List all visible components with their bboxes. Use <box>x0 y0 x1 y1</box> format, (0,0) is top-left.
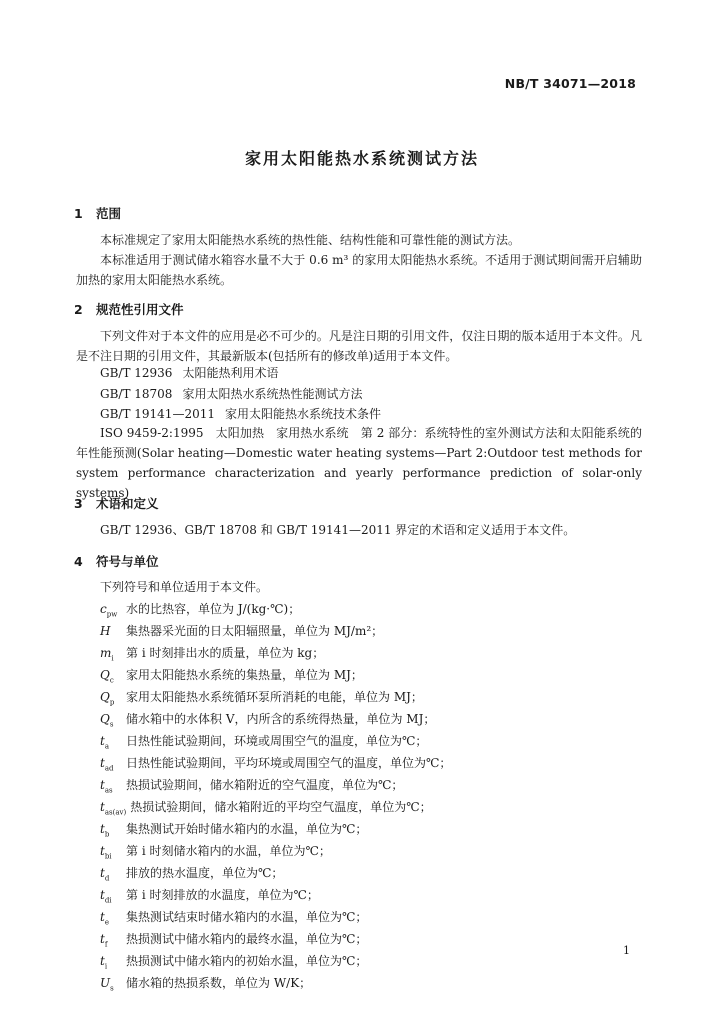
symbol-item <box>100 798 432 816</box>
symbol: $t_d$ <box>100 866 110 883</box>
symbol-description: 集热测试结束时储水箱内的水温，单位为℃； <box>126 910 368 924</box>
page-number: 1 <box>623 944 630 957</box>
section-4-intro: 下列符号和单位适用于本文件。 <box>100 580 269 594</box>
symbol-item <box>100 622 383 640</box>
section-number: 1 <box>74 206 83 221</box>
section-2-intro: 下列文件对于本文件的应用是必不可少的。凡是注日期的引用文件，仅注日期的版本适用于本文件。凡是不注日期的引用文件，其最新版本(包括所有的修改单)适用于本文件。 <box>76 329 642 363</box>
symbol: $t_f$ <box>100 932 108 949</box>
section-2-heading <box>74 300 184 318</box>
reference-item <box>100 384 362 404</box>
symbol-description: 第 i 时刻排放的水温度，单位为℃； <box>126 888 319 902</box>
reference-item <box>100 363 278 383</box>
symbol-item <box>100 930 367 948</box>
symbol: $t_{di}$ <box>100 888 112 905</box>
section-1-paragraph-1: 本标准规定了家用太阳能热水系统的热性能、结构性能和可靠性能的测试方法。 <box>100 233 521 247</box>
symbol: $m_i$ <box>100 646 114 663</box>
symbol-description: 第 i 时刻储水箱内的水温，单位为℃； <box>126 844 331 858</box>
section-3-text: GB/T 12936、GB/T 18708 和 GB/T 19141—2011 界定的术语和定义适用于本文件。 <box>100 523 576 537</box>
reference-title: 家用太阳能热水系统技术条件 <box>224 407 381 421</box>
symbol-item <box>100 776 403 794</box>
symbol: $t_{as}$ <box>100 778 113 795</box>
symbol-item <box>100 842 331 860</box>
symbol-item <box>100 820 367 838</box>
reference-title: 家用太阳热水系统热性能测试方法 <box>182 387 363 401</box>
symbol-item <box>100 644 324 662</box>
symbol-item <box>100 754 451 772</box>
section-number: 2 <box>74 302 83 317</box>
symbol: $Q_p$ <box>100 690 115 707</box>
symbol-description: 集热测试开始时储水箱内的水温，单位为℃； <box>126 822 368 836</box>
symbol-item <box>100 688 423 706</box>
section-1-paragraph-2: 本标准适用于测试储水箱容水量不大于 0.6 m³ 的家用太阳能热水系统。不适用于测试期间需开启辅助加热的家用太阳能热水系统。 <box>76 253 642 287</box>
symbol-item <box>100 886 319 904</box>
symbol-description: 储水箱的热损系数，单位为 W/K； <box>126 976 312 990</box>
symbol-description: 热损试验期间，储水箱附近的空气温度，单位为℃； <box>126 778 404 792</box>
symbol-item <box>100 908 367 926</box>
section-number: 4 <box>74 554 83 569</box>
symbol-item <box>100 710 435 728</box>
symbol: $Q_c$ <box>100 668 114 685</box>
section-number: 3 <box>74 496 83 511</box>
symbol-item <box>100 864 283 882</box>
symbol-description: 集热器采光面的日太阳辐照量，单位为 MJ/m²； <box>126 624 384 638</box>
document-title: 家用太阳能热水系统测试方法 <box>244 149 479 168</box>
symbol-description: 日热性能试验期间，环境或周围空气的温度，单位为℃； <box>126 734 428 748</box>
section-3-heading <box>74 494 159 512</box>
symbol-description: 水的比热容，单位为 J/(kg·℃)； <box>126 602 301 616</box>
symbol: $Q_s$ <box>100 712 114 729</box>
symbol: $t_a$ <box>100 734 110 751</box>
symbol-item <box>100 952 367 970</box>
iso-reference: ISO 9459-2:1995 太阳加热 家用热水系统 第 2 部分：系统特性的室外测试方法和太阳能系统的年性能预测(Solar heating—Domestic water heating systems—Part 2:Outdoor test methods for system performance characterization and yearly performance prediction of solar-only systems) <box>76 426 642 500</box>
symbol-description: 第 i 时刻排出水的质量，单位为 kg； <box>126 646 325 660</box>
symbol: $t_i$ <box>100 954 108 971</box>
section-title: 符号与单位 <box>96 554 159 569</box>
section-title: 规范性引用文件 <box>96 302 184 317</box>
section-title: 范围 <box>96 206 122 221</box>
reference-item <box>100 404 381 424</box>
symbol: $c_{pw}$ <box>100 602 118 619</box>
symbol: $t_{bi}$ <box>100 844 112 861</box>
symbol: $t_b$ <box>100 822 110 839</box>
symbol-description: 日热性能试验期间，平均环境或周围空气的温度，单位为℃； <box>126 756 452 770</box>
symbol-item <box>100 974 311 992</box>
reference-code: GB/T 12936 <box>100 366 173 380</box>
section-4-heading <box>74 552 159 570</box>
symbol: $U_s$ <box>100 976 114 993</box>
symbol-description: 家用太阳能热水系统的集热量，单位为 MJ； <box>126 668 363 682</box>
symbol-item <box>100 666 363 684</box>
reference-code: GB/T 18708 <box>100 387 173 401</box>
section-1-heading <box>74 204 121 222</box>
symbol: $t_{ad}$ <box>100 756 114 773</box>
symbol-description: 热损测试中储水箱内的初始水温，单位为℃； <box>126 954 368 968</box>
reference-code: GB/T 19141—2011 <box>100 407 215 421</box>
symbol-item <box>100 600 300 618</box>
symbol-description: 家用太阳能热水系统循环泵所消耗的电能，单位为 MJ； <box>126 690 423 704</box>
symbol-description: 排放的热水温度，单位为℃； <box>126 866 284 880</box>
symbol-description: 热损测试中储水箱内的最终水温，单位为℃； <box>126 932 368 946</box>
symbol-description: 热损试验期间，储水箱附近的平均空气温度，单位为℃； <box>130 800 432 814</box>
symbol: H <box>100 624 111 638</box>
symbol: $t_e$ <box>100 910 109 927</box>
reference-title: 太阳能热利用术语 <box>182 366 279 380</box>
symbol: $t_{as(av)}$ <box>100 800 127 817</box>
symbol-item <box>100 732 427 750</box>
standard-code: NB/T 34071—2018 <box>504 76 636 91</box>
section-title: 术语和定义 <box>96 496 159 511</box>
symbol-description: 储水箱中的水体积 V，内所含的系统得热量，单位为 MJ； <box>126 712 436 726</box>
